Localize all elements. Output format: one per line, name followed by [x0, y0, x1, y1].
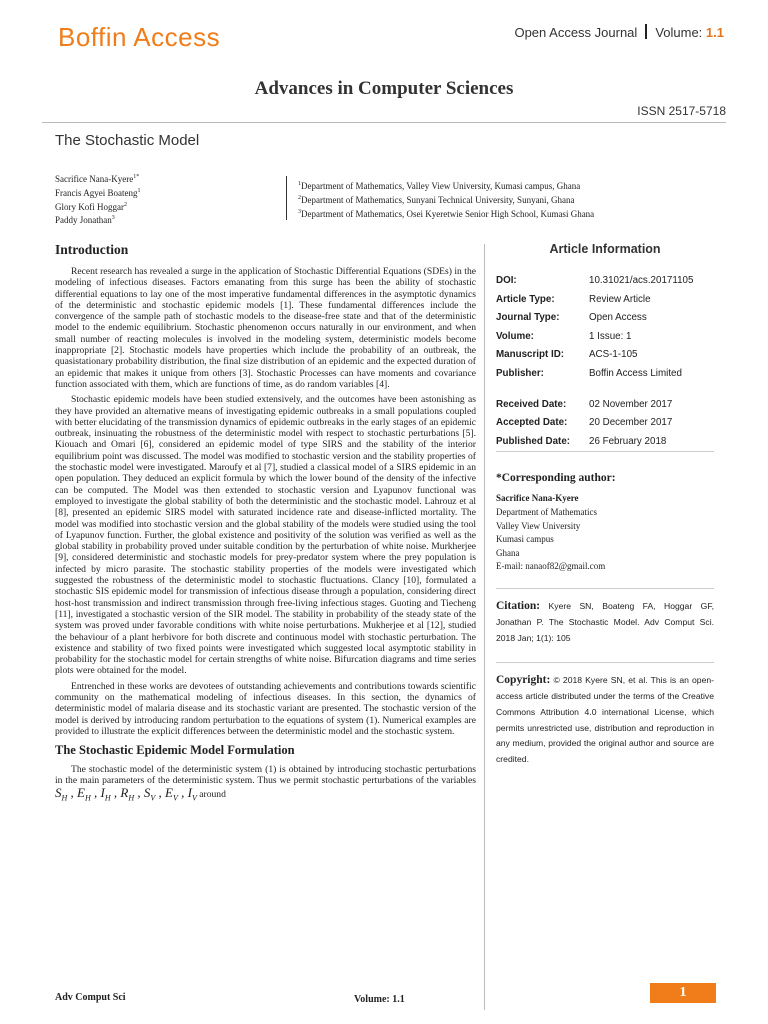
corresponding-line: Department of Mathematics: [496, 506, 597, 517]
footer-volume: Volume: 1.1: [354, 994, 405, 1005]
info-key: Published Date:: [496, 435, 571, 447]
divider: [645, 24, 647, 39]
info-key: Journal Type:: [496, 312, 560, 324]
info-value: 26 February 2018: [589, 435, 667, 447]
column-divider: [484, 244, 485, 1010]
article-info-table: [496, 272, 714, 384]
info-row: [496, 272, 714, 291]
info-row: [496, 291, 714, 310]
volume-label: Volume:: [655, 25, 703, 40]
author-name: Sacrifice Nana-Kyere$^{1*}$: [55, 174, 140, 184]
journal-meta: [514, 24, 724, 40]
corresponding-author-title: *Corresponding author:: [496, 472, 616, 485]
copyright-label: Copyright:: [496, 674, 551, 687]
body-paragraph: Recent research has revealed a surge in the application of Stochastic Differential Equations (SDEs) in the modeling of infectious diseases. Factors emanating from this surge has been the ability of stochastic differential equations to lay one of the most imperative fundamental differences in the asymptotic dynamics of the deterministic and stochastic epidemic models [1]. These fundamental differences include the convergence of the sample path of stochastic models to the disease-free state and that of the deterministic model to the endemic equilibrium. Stochastic phenomenon occurs naturally in our environment, and when small number of reacting molecules is involved in the modeling system, deterministic models become inappropriate [2]. Stochastic models have properties which include the probability of an outbreak, the quasistationary probability distribution, the final size distribution of an epidemic and the expected duration of an epidemic that makes it unique from others [3]. Stochastic Processes can have moments and covariance function associated with them, which are functions of time, as do random variables [4].: [55, 266, 476, 390]
body-paragraph: Stochastic epidemic models have been studied extensively, and the outcomes have been astonishing as they have provided an alternative means of investigating epidemic outbreaks in a small populations coupled with better elucidating of the transmission dynamics of epidemic outbreaks in the early stages of an epidemic outbreak, insinuating the robustness of the deterministic model with respect to stochastic perturbations [5]. Kiouach and Omari [6], considered an epidemic model of type SIRS and the stability of the interior equilibrium point was discussed. The model was modified to stochastic version and the stability properties of the stochastic model were investigated. Maroufy et al [7], studied a classical model of a SIRS epidemic in an open population. They deduced an explicit formula by which the lower bound of the density of the infective can be computed. The Model was then extended to stochastic version and Lyapunov functional was employed to investigate the global stability of both the deterministic and the stochastic model. Lahrouz et al [8], presented an epidemic SIRS model with saturated incidence rate and disease-inflicted mortality. The model was modified into stochastic version and the global stability of the models were studied using the tool of Lyapunov function. Further, the global existence and positivity of the solution was verified as well as the global stability in probability proved under suitable condition by the perturbation of white noise. Murkherjee [9], considered deterministic and stochastic models for prey-predator system where the prey population is infected by micro parasite. The stochastic stability properties of the models were investigated which suggested the robustness of the deterministic model to stochastic fluctuations. Clancy [10], formulated a stochastic SIS epidemic model for transmission of infectious disease through a population, considering direct host-host transmission and indirect transmission through free-living infectious stages. Guoting and Tiecheng [11], investigated a stochastic version of the SIR model. The stability in probability of the steady state of the system was proved under favorable conditions with white noise perturbations. Mukherjee et al [12], studied the behaviour of a plant herbivore for both discrete and continuous model with stochastic perturbation. The existence and stability of two fixed points were investigated which suggested local asymptotic stability in probability for the stochastic model for certain strengths of white noise. Bifurcation diagrams and time series plots were obtained for the model.: [55, 394, 476, 677]
corresponding-author-details: [496, 492, 714, 574]
info-key: Volume:: [496, 330, 534, 342]
article-dates-table: [496, 396, 714, 452]
info-value: Review Article: [589, 293, 651, 305]
info-value: ACS-1-105: [589, 349, 638, 361]
publisher-logo[interactable]: Boffin Access: [58, 22, 221, 52]
volume-value: 1.1: [705, 25, 724, 40]
corresponding-line: Valley View University: [496, 520, 581, 531]
section-title-formulation: The Stochastic Epidemic Model Formulation: [55, 743, 295, 758]
info-value: Open Access: [589, 312, 647, 324]
introduction-body: [55, 266, 476, 737]
issn: ISSN 2517-5718: [637, 104, 726, 118]
citation-text: Kyere SN, Boateng FA, Hoggar GF, Jonathan P. The Stochastic Model. Adv Comput Sci. 2018 Jan; 1(1): 105: [496, 600, 714, 643]
article-info-title: Article Information: [549, 242, 661, 256]
article-title: The Stochastic Model: [55, 132, 200, 149]
info-row: [496, 396, 714, 415]
affiliation-divider: [286, 176, 287, 220]
info-row: [496, 309, 714, 328]
info-key: Received Date:: [496, 398, 567, 410]
page-number: 1: [650, 983, 716, 1003]
body-paragraph: Entrenched in these works are devotees of outstanding achievements and contributions towards scientific community on the mathematical modeling of infectious diseases. In this section, the dynamics of deterministic model of malaria disease and its stochastic variant are presented. The stochastic version of the model is derived by introducing random perturbation to the equations of system (1). Numerical examples are provided to illustrate the explicit differences between the deterministic model and the stochastic system.: [55, 680, 476, 737]
affiliation: $^3$Department of Mathematics, Osei Kyeretwie Senior High School, Kumasi Ghana: [298, 208, 595, 219]
corresponding-line: Ghana: [496, 547, 520, 558]
copyright-block: [496, 662, 714, 768]
corresponding-line: Kumasi campus: [496, 534, 554, 545]
info-row: [496, 346, 714, 365]
citation-block: [496, 588, 714, 646]
info-key: Publisher:: [496, 367, 544, 379]
affiliation-list: [298, 179, 594, 220]
affiliation: $^2$Department of Mathematics, Sunyani Technical University, Sunyani, Ghana: [298, 194, 575, 205]
info-key: Article Type:: [496, 293, 555, 305]
formulation-tail: around: [199, 788, 226, 800]
info-value: Boffin Access Limited: [589, 367, 682, 379]
variables-formula: $S_H$ , $E_H$ , $I_H$ , $R_H$ , $S_V$ , $E_V$ , $I_V$: [55, 784, 197, 803]
info-row: [496, 433, 714, 452]
info-row: [496, 414, 714, 433]
formulation-text: The stochastic model of the deterministic system (1) is obtained by introducing stochastic perturbations in the main parameters of the deterministic system. Thus we permit stochastic perturbations of the variables: [55, 764, 476, 787]
main-column: [55, 242, 476, 804]
footer-journal-abbrev: Adv Comput Sci: [55, 992, 126, 1003]
info-key: Manuscript ID:: [496, 349, 565, 361]
author-name: Paddy Jonathan$^3$: [55, 215, 115, 226]
author-list: [55, 172, 141, 227]
journal-type: Open Access Journal: [514, 25, 638, 40]
info-key: Accepted Date:: [496, 417, 568, 429]
info-value: 02 November 2017: [589, 398, 673, 410]
info-value: 20 December 2017: [589, 417, 673, 429]
info-value: 1 Issue: 1: [589, 330, 632, 342]
affiliation: $^1$Department of Mathematics, Valley View University, Kumasi campus, Ghana: [298, 181, 581, 191]
author-email[interactable]: E-mail: nanaof82@gmail.com: [496, 561, 606, 572]
divider: [496, 451, 714, 452]
journal-name: Advances in Computer Sciences: [254, 78, 514, 99]
article-info-sidebar: [496, 240, 714, 768]
info-row: [496, 328, 714, 347]
section-title-introduction: Introduction: [55, 242, 129, 257]
info-key: DOI:: [496, 275, 517, 286]
info-row: [496, 365, 714, 384]
author-name: Glory Kofi Hoggar$^2$: [55, 201, 127, 212]
formulation-paragraph: [55, 764, 476, 803]
citation-label: Citation:: [496, 599, 541, 612]
corresponding-line: Sacrifice Nana-Kyere: [496, 493, 579, 504]
header-divider: [42, 122, 726, 123]
copyright-text: © 2018 Kyere SN, et al. This is an open-access article distributed under the terms of the Creative Commons Attribution 4.0 international License, which permits unrestricted use, distribution and reproduction in any medium, provided the original author and source are credited.: [496, 675, 714, 765]
author-name: Francis Agyei Boateng$^1$: [55, 187, 141, 198]
info-value: 10.31021/acs.20171105: [589, 275, 694, 286]
